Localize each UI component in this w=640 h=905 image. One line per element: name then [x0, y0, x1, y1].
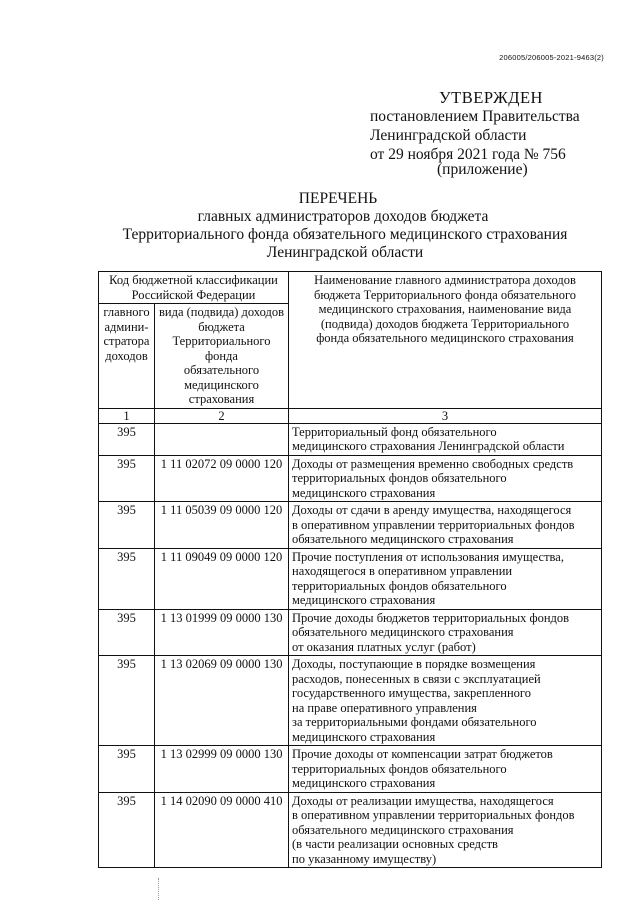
revenue-code-cell: 1 14 02090 09 0000 410	[155, 792, 289, 868]
header-line: фонда	[205, 348, 238, 363]
revenue-name-line: государственного имущества, закрепленного	[292, 686, 531, 700]
header-line: админи-	[104, 319, 149, 334]
revenue-name-cell	[289, 609, 602, 656]
revenue-name-cell	[289, 548, 602, 609]
table-row	[99, 548, 602, 609]
table-row	[99, 746, 602, 793]
revenue-name-line: медицинского страхования	[292, 776, 436, 790]
revenue-name-line: в оперативном управлении территориальных фондов	[292, 517, 575, 532]
table-row	[99, 792, 602, 868]
revenue-name-line: (в части реализации основных средств	[292, 837, 498, 851]
revenue-name-line: расходов, понесенных в связи с эксплуатацией	[292, 671, 541, 686]
revenue-code-cell: 1 13 01999 09 0000 130	[155, 609, 289, 656]
revenue-code-cell: 1 13 02069 09 0000 130	[155, 656, 289, 746]
revenue-code-cell: 1 11 02072 09 0000 120	[155, 455, 289, 502]
revenue-name-line: Доходы, поступающие в порядке возмещения	[292, 657, 536, 671]
document-id: 206005/206005-2021-9463(2)	[499, 53, 604, 62]
header-code-column	[155, 304, 289, 409]
revenue-name-line: Территориальный фонд обязательного	[292, 424, 497, 439]
revenue-code-cell: 1 11 05039 09 0000 120	[155, 502, 289, 549]
document-title	[0, 190, 640, 262]
revenue-name-cell	[289, 746, 602, 793]
admin-code-cell: 395	[99, 548, 155, 609]
header-admin-column	[99, 304, 155, 409]
header-line: Территориального	[172, 334, 271, 348]
header-name-column	[289, 272, 602, 409]
admin-code-cell: 395	[99, 746, 155, 793]
header-line: медицинского	[184, 377, 259, 392]
revenue-name-line: медицинского страхования	[292, 485, 436, 500]
revenue-code-cell	[155, 423, 289, 455]
table-row	[99, 502, 602, 549]
header-line: фонда обязательного медицинского страхования	[316, 331, 574, 345]
revenue-name-line: Доходы от реализации имущества, находящегося	[292, 793, 554, 808]
header-line: вида (подвида) доходов	[159, 305, 284, 319]
header-line: главного	[103, 305, 150, 319]
revenue-name-line: обязательного медицинского страхования	[292, 625, 514, 639]
header-line: Наименование главного администратора доходов	[314, 273, 576, 287]
header-line: обязательного	[183, 363, 260, 377]
header-line: бюджета	[198, 319, 245, 334]
revenue-name-line: за территориальными фондами обязательного	[292, 715, 537, 729]
revenue-name-line: медицинского страхования Ленинградской области	[292, 439, 565, 453]
title-line-4: Ленинградской области	[266, 244, 424, 261]
revenue-name-line: территориальных фондов обязательного	[292, 578, 507, 593]
header-line: бюджета Территориального фонда обязательного	[313, 287, 577, 302]
approval-line-2: Ленинградской области	[370, 127, 527, 144]
revenue-code-cell: 1 13 02999 09 0000 130	[155, 746, 289, 793]
scan-mark	[158, 878, 160, 900]
revenue-name-cell	[289, 792, 602, 868]
revenue-code-cell: 1 11 09049 09 0000 120	[155, 548, 289, 609]
revenue-name-cell	[289, 502, 602, 549]
header-line: страхования	[188, 392, 255, 406]
approval-line-3: от 29 ноября 2021 года № 756	[370, 146, 566, 163]
revenue-administrators-table	[98, 271, 602, 868]
revenue-name-line: территориальных фондов обязательного	[292, 761, 507, 776]
header-line: доходов	[105, 348, 148, 363]
approval-line-1: постановлением Правительства	[370, 108, 580, 125]
table-row	[99, 423, 602, 455]
title-line-2: главных администраторов доходов бюджета	[197, 208, 489, 225]
revenue-name-line: медицинского страхования	[292, 593, 436, 607]
header-line: Российской Федерации	[131, 287, 256, 302]
admin-code-cell: 395	[99, 609, 155, 656]
revenue-name-line: медицинского страхования	[292, 729, 436, 744]
revenue-name-line: в оперативном управлении территориальных фондов	[292, 808, 575, 822]
revenue-name-cell	[289, 656, 602, 746]
table-row	[99, 609, 602, 656]
admin-code-cell: 395	[99, 455, 155, 502]
title-line-3: Территориального фонда обязательного медицинского страхования	[122, 226, 568, 243]
title-line-1: ПЕРЕЧЕНЬ	[298, 190, 378, 207]
revenue-name-line: находящегося в оперативном управлении	[292, 564, 513, 578]
revenue-name-line: обязательного медицинского страхования	[292, 822, 514, 837]
header-row-top	[99, 272, 602, 304]
revenue-name-line: Доходы от размещения временно свободных средств	[292, 456, 574, 471]
revenue-name-cell	[289, 423, 602, 455]
column-number: 2	[155, 408, 289, 423]
column-number-row	[99, 408, 602, 423]
approval-line-4: (приложение)	[437, 161, 528, 178]
revenue-name-line: от оказания платных услуг (работ)	[292, 639, 476, 654]
table-row	[99, 455, 602, 502]
revenue-name-line: Прочие доходы от компенсации затрат бюджетов	[292, 747, 553, 761]
revenue-name-cell	[289, 455, 602, 502]
admin-code-cell: 395	[99, 423, 155, 455]
column-number: 3	[289, 408, 602, 423]
header-code-group	[99, 272, 289, 304]
revenue-name-line: Доходы от сдачи в аренду имущества, находящегося	[292, 503, 572, 517]
revenue-name-line: обязательного медицинского страхования	[292, 532, 514, 546]
revenue-name-line: по указанному имуществу)	[292, 851, 437, 866]
revenue-name-line: территориальных фондов обязательного	[292, 471, 507, 485]
header-line: (подвида) доходов бюджета Территориального	[320, 316, 570, 331]
revenue-name-line: Прочие поступления от использования имущества,	[292, 549, 564, 564]
header-line: стратора	[103, 334, 150, 348]
revenue-name-line: Прочие доходы бюджетов территориальных фондов	[292, 610, 570, 625]
admin-code-cell: 395	[99, 656, 155, 746]
admin-code-cell: 395	[99, 792, 155, 868]
admin-code-cell: 395	[99, 502, 155, 549]
revenue-name-line: на праве оперативного управления	[292, 700, 477, 715]
header-line: медицинского страхования, наименование вида	[318, 302, 572, 316]
column-number: 1	[99, 408, 155, 423]
header-line: Код бюджетной классификации	[109, 273, 278, 287]
approval-heading: УТВЕРЖДЕН	[439, 88, 543, 107]
table-row	[99, 656, 602, 746]
